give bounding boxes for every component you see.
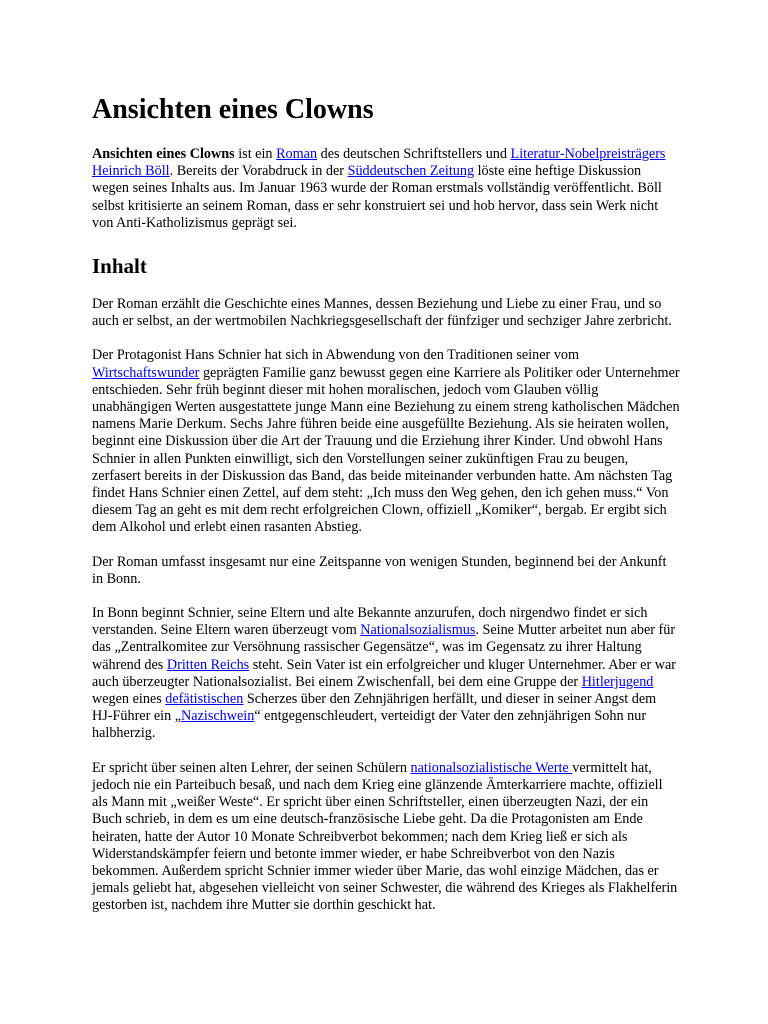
p4-text-1: In Bonn beginnt Schnier, seine Eltern und alte Bekannte anzurufen, doch nirgendwo findet er sich verstanden. Seine Eltern waren überzeugt vom <box>92 605 648 639</box>
paragraph-1: Der Roman erzählt die Geschichte eines Mannes, dessen Beziehung und Liebe zu einer Frau, und so auch er selbst, an der wertmobilen Nachkriegsgesellschaft der fünfziger und sechziger Jahre zerbricht. <box>92 296 672 330</box>
p4-text-4: wegen eines <box>92 691 166 708</box>
link-hitlerjugend[interactable]: Hitlerjugend <box>581 673 654 690</box>
p4-text-5: Scherzes über den Zehnjährigen herfällt, und dieser in seiner Angst dem HJ-Führer ein „ <box>92 691 657 725</box>
p4-text-3: steht. Sein Vater ist ein erfolgreicher und kluger Unternehmer. Aber er war auch überzeugter Nationalsozialist. Bei einem Zwischenfall, bei dem eine Gruppe der <box>92 656 677 690</box>
p4-text-2: . Seine Mutter arbeitet nun aber für das „Zentralkomitee zur Versöhnung rassischer Gegensätze“, was im Gegensatz zu ihrer Haltung während des <box>92 622 676 673</box>
link-wirtschaftswunder[interactable]: Wirtschaftswunder <box>92 364 200 381</box>
paragraph-5 <box>92 760 680 915</box>
paragraph-2 <box>92 347 680 536</box>
link-nationalsozialistische-werte[interactable]: nationalsozialistische Werte <box>410 759 573 776</box>
paragraph-3: Der Roman umfasst insgesamt nur eine Zeitspanne von wenigen Stunden, beginnend bei der Ankunft in Bonn. <box>92 553 667 587</box>
p4-text-6: “ entgegenschleudert, verteidigt der Vater den zehnjährigen Sohn nur halbherzig. <box>92 708 647 742</box>
p2-text-1: Der Protagonist Hans Schnier hat sich in Abwendung von den Traditionen seiner vom <box>92 347 580 364</box>
link-literatur-nobelpreistraeger[interactable]: Literatur-Nobelpreisträgers <box>510 146 666 162</box>
p2-text-2: geprägten Familie ganz bewusst gegen eine Karriere als Politiker oder Unternehmer entschieden. Sehr früh beginnt dieser mit hohen moralischen, jedoch vom Glauben völlig unabhängigen Werten ausgestattete junge Mann eine Beziehung zu einem streng katholischen Mädchen namens Marie Derkum. Sechs Jahre führen beide eine ausgefüllte Beziehung. Als sie heiraten wollen, beginnt eine Diskussion über die Art der Trauung und die Erziehung ihrer Kinder. Und obwohl Hans Schnier in allen Punkten einwilligt, sich den Vorstellungen seiner zukünftigen Frau zu beugen, zerfasert bereits in der Diskussion das Band, das beide miteinander verbunden hatte. Am nächsten Tag findet Hans Schnier einen Zettel, auf dem steht: „Ich muss den Weg gehen, den ich gehen muss.“ Von diesem Tag an geht es mit dem recht erfolgreichen Clown, offiziell „Komiker“, bergab. Er ergibt sich dem Alkohol und erlebt einen rasanten Abstieg. <box>92 364 680 536</box>
article-body <box>92 93 680 932</box>
page-title: Ansichten eines Clowns <box>92 94 374 125</box>
link-nationalsozialismus[interactable]: Nationalsozialismus <box>360 622 476 639</box>
link-dritten-reichs[interactable]: Dritten Reichs <box>166 656 250 673</box>
section-heading-inhalt: Inhalt <box>92 254 147 279</box>
intro-text-4: . Bereits der Vorabdruck in der <box>169 163 348 180</box>
paragraph-4 <box>92 605 680 743</box>
link-heinrich-boell[interactable]: Heinrich Böll <box>92 163 170 180</box>
intro-text-5: löste eine heftige Diskussion wegen seines Inhalts aus. Im Januar 1963 wurde der Roman erstmals vollständig veröffentlicht. Böll selbst kritisierte an seinem Roman, dass er sehr konstruiert sei und hob hervor, dass sein Werk nicht von Anti-Katholizismus geprägt sei. <box>92 163 662 231</box>
intro-text-1: ist ein <box>234 146 277 162</box>
p5-text-1: Er spricht über seinen alten Lehrer, der seinen Schülern <box>92 759 411 776</box>
intro-text-2: des deutschen Schriftstellers und <box>317 146 511 162</box>
p5-text-2: vermittelt hat, jedoch nie ein Parteibuch besaß, und nach dem Krieg eine glänzende Ämterkarriere machte, offiziell als Mann mit „weißer Weste“. Er spricht über einen Schriftsteller, einen überzeugten Nazi, der ein Buch schrieb, in dem es um eine deutsch-französische Liebe geht. Da die Protagonisten am Ende heiraten, hatte der Autor 10 Monate Schreibverbot bekommen; nach dem Krieg ließ er sich als Widerstandskämpfer feiern und betonte immer wieder, er habe Schreibverbot von den Nazis bekommen. Außerdem spricht Schnier immer wieder über Marie, das wohl einzige Mädchen, das er jemals geliebt hat, abgesehen vielleicht von seiner Schwester, die während des Krieges als Flakhelferin gestorben ist, nachdem ihre Mutter sie dorthin geschickt hat. <box>92 759 678 914</box>
intro-paragraph <box>92 146 680 232</box>
link-sueddeutsche-zeitung[interactable]: Süddeutschen Zeitung <box>347 163 475 180</box>
link-nazischwein[interactable]: Nazischwein <box>181 708 255 725</box>
link-defaetistischen[interactable]: defätistischen <box>165 691 244 708</box>
link-roman[interactable]: Roman <box>276 146 318 162</box>
intro-bold-title: Ansichten eines Clowns <box>92 146 235 162</box>
